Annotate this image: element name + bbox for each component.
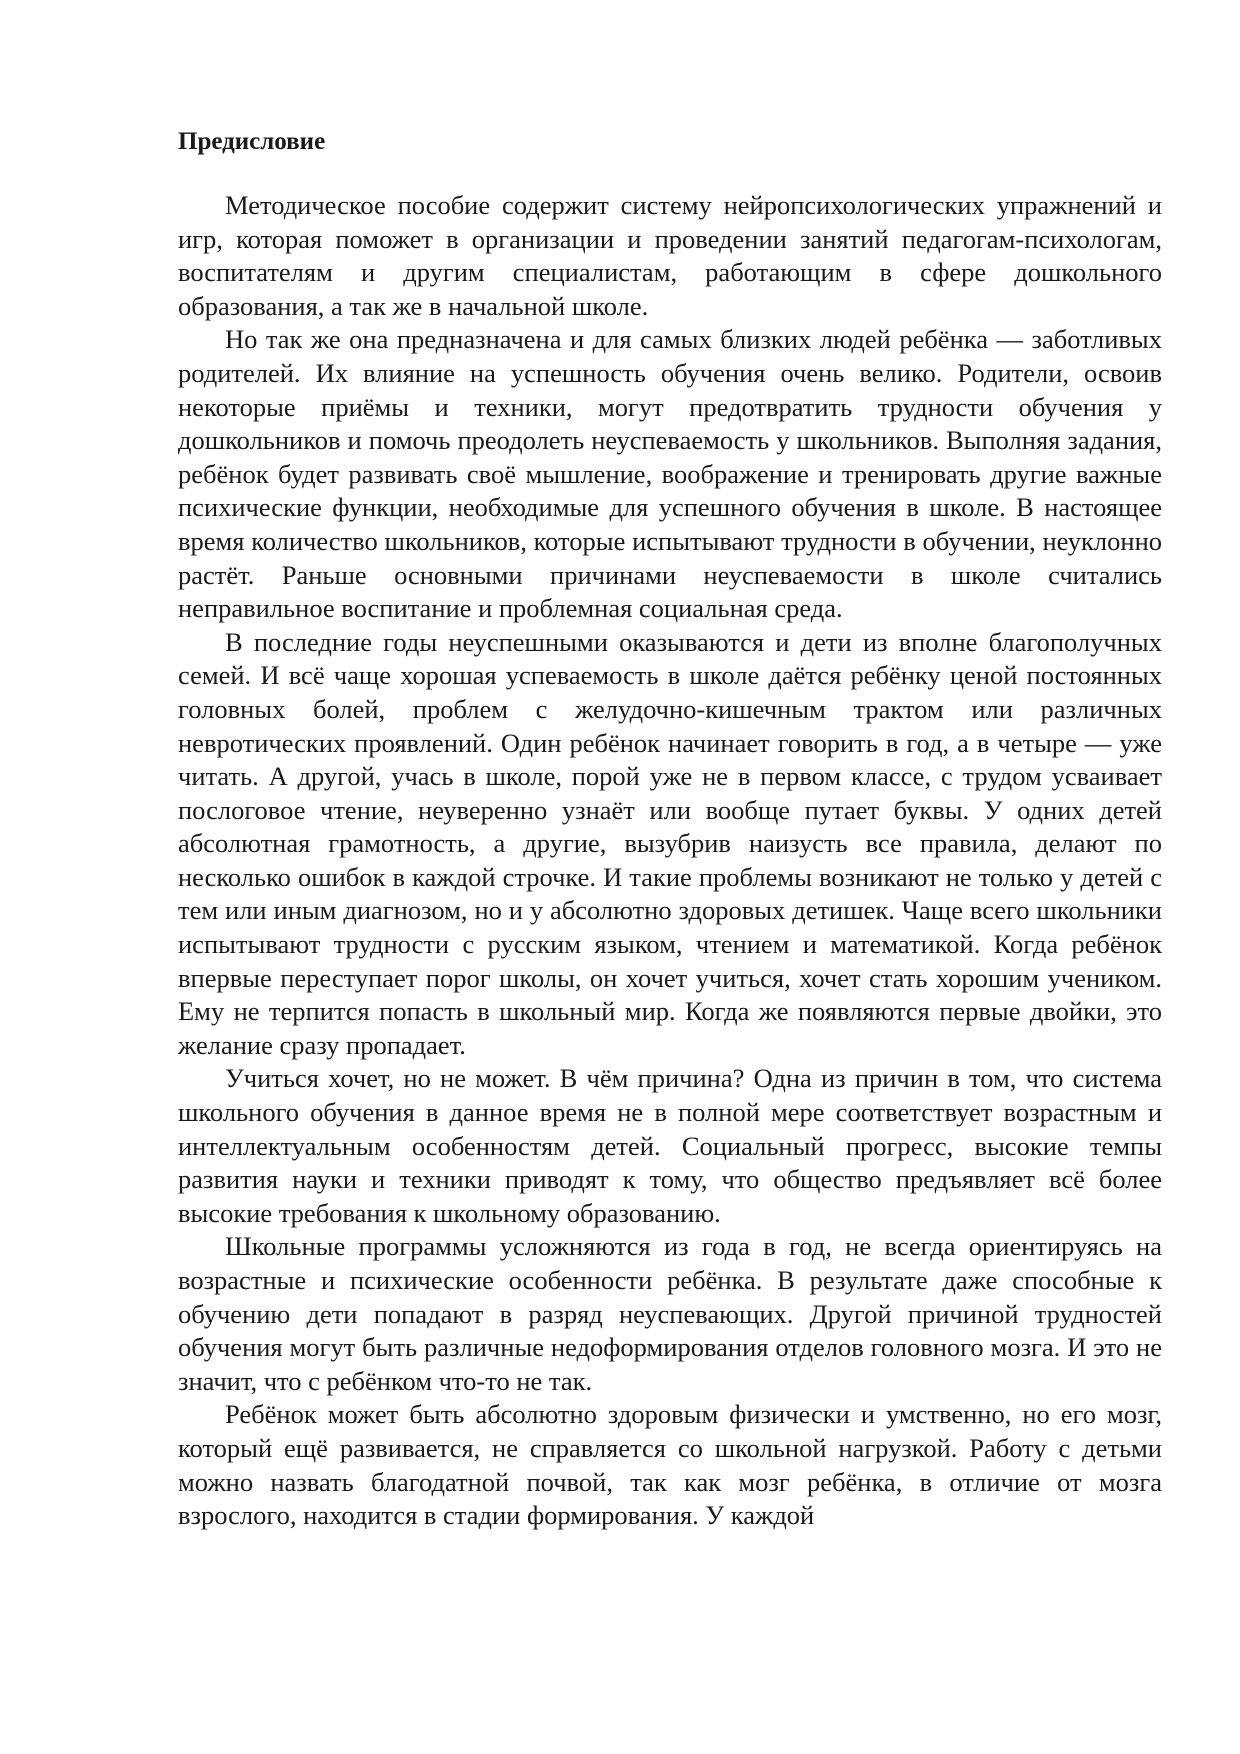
paragraph-3: В последние годы неуспешными оказываются и дети из вполне благополучных семей. И всё чаще хорошая успеваемость в школе даётся ребёнку ценой постоянных головных болей, проблем с желудочно-кишечным трактом или различных невротических проявлений. Один ребёнок начинает говорить в год, а в четыре — уже читать. А другой, учась в школе, порой уже не в первом классе, с трудом усваивает послоговое чтение, неуверенно узнаёт или вообще путает буквы. У одних детей абсолютная грамотность, а другие, вызубрив наизусть все правила, делают по несколько ошибок в каждой строчке. И такие проблемы возникают не только у детей с тем или иным диагнозом, но и у абсолютно здоровых детишек. Чаще всего школьники испытывают трудности с русским языком, чтением и математикой. Когда ребёнок впервые переступает порог школы, он хочет учиться, хочет стать хорошим учеником. Ему не терпится попасть в школьный мир. Когда же появляются первые двойки, это желание сразу пропадает. bbox=[178, 626, 1162, 1060]
paragraph-5: Школьные программы усложняются из года в год, не всегда ориентируясь на возрастные и психические особенности ребёнка. В результате даже способные к обучению дети попадают в разряд неуспевающих. Другой причиной трудностей обучения могут быть различные недоформирования отделов головного мозга. И это не значит, что с ребёнком что-то не так. bbox=[178, 1231, 1162, 1396]
paragraph-1: Методическое пособие содержит систему нейропсихологических упражнений и игр, которая поможет в организации и проведении занятий педагогам-психологам, воспитателям и другим специалистам, работающим в сфере дошкольного образования, а так же в начальной школе. bbox=[178, 190, 1162, 321]
page-title: Предисловие bbox=[178, 128, 326, 155]
paragraph-2: Но так же она предназначена и для самых близких людей ребёнка — заботливых родителей. Их влияние на успешность обучения очень велико. Родители, освоив некоторые приёмы и техники, могут предотвратить трудности обучения у дошкольников и помочь преодолеть неуспеваемость у школьников. Выполняя задания, ребёнок будет развивать своё мышление, воображение и тренировать другие важные психические функции, необходимые для успешного обучения в школе. В настоящее время количество школьников, которые испытывают трудности в обучении, неуклонно растёт. Раньше основными причинами неуспеваемости в школе считались неправильное воспитание и проблемная социальная среда. bbox=[178, 324, 1162, 624]
paragraph-4: Учиться хочет, но не может. В чём причина? Одна из причин в том, что система школьного обучения в данное время не в полной мере соответствует возрастным и интеллектуальным особенностям детей. Социальный прогресс, высокие темпы развития науки и техники приводят к тому, что общество предъявляет всё более высокие требования к школьному образованию. bbox=[178, 1063, 1162, 1228]
paragraph-6: Ребёнок может быть абсолютно здоровым физически и умственно, но его мозг, который ещё развивается, не справляется со школьной нагрузкой. Работу с детьми можно назвать благодатной почвой, так как мозг ребёнка, в отличие от мозга взрослого, находится в стадии формирования. У каждой bbox=[178, 1399, 1162, 1531]
